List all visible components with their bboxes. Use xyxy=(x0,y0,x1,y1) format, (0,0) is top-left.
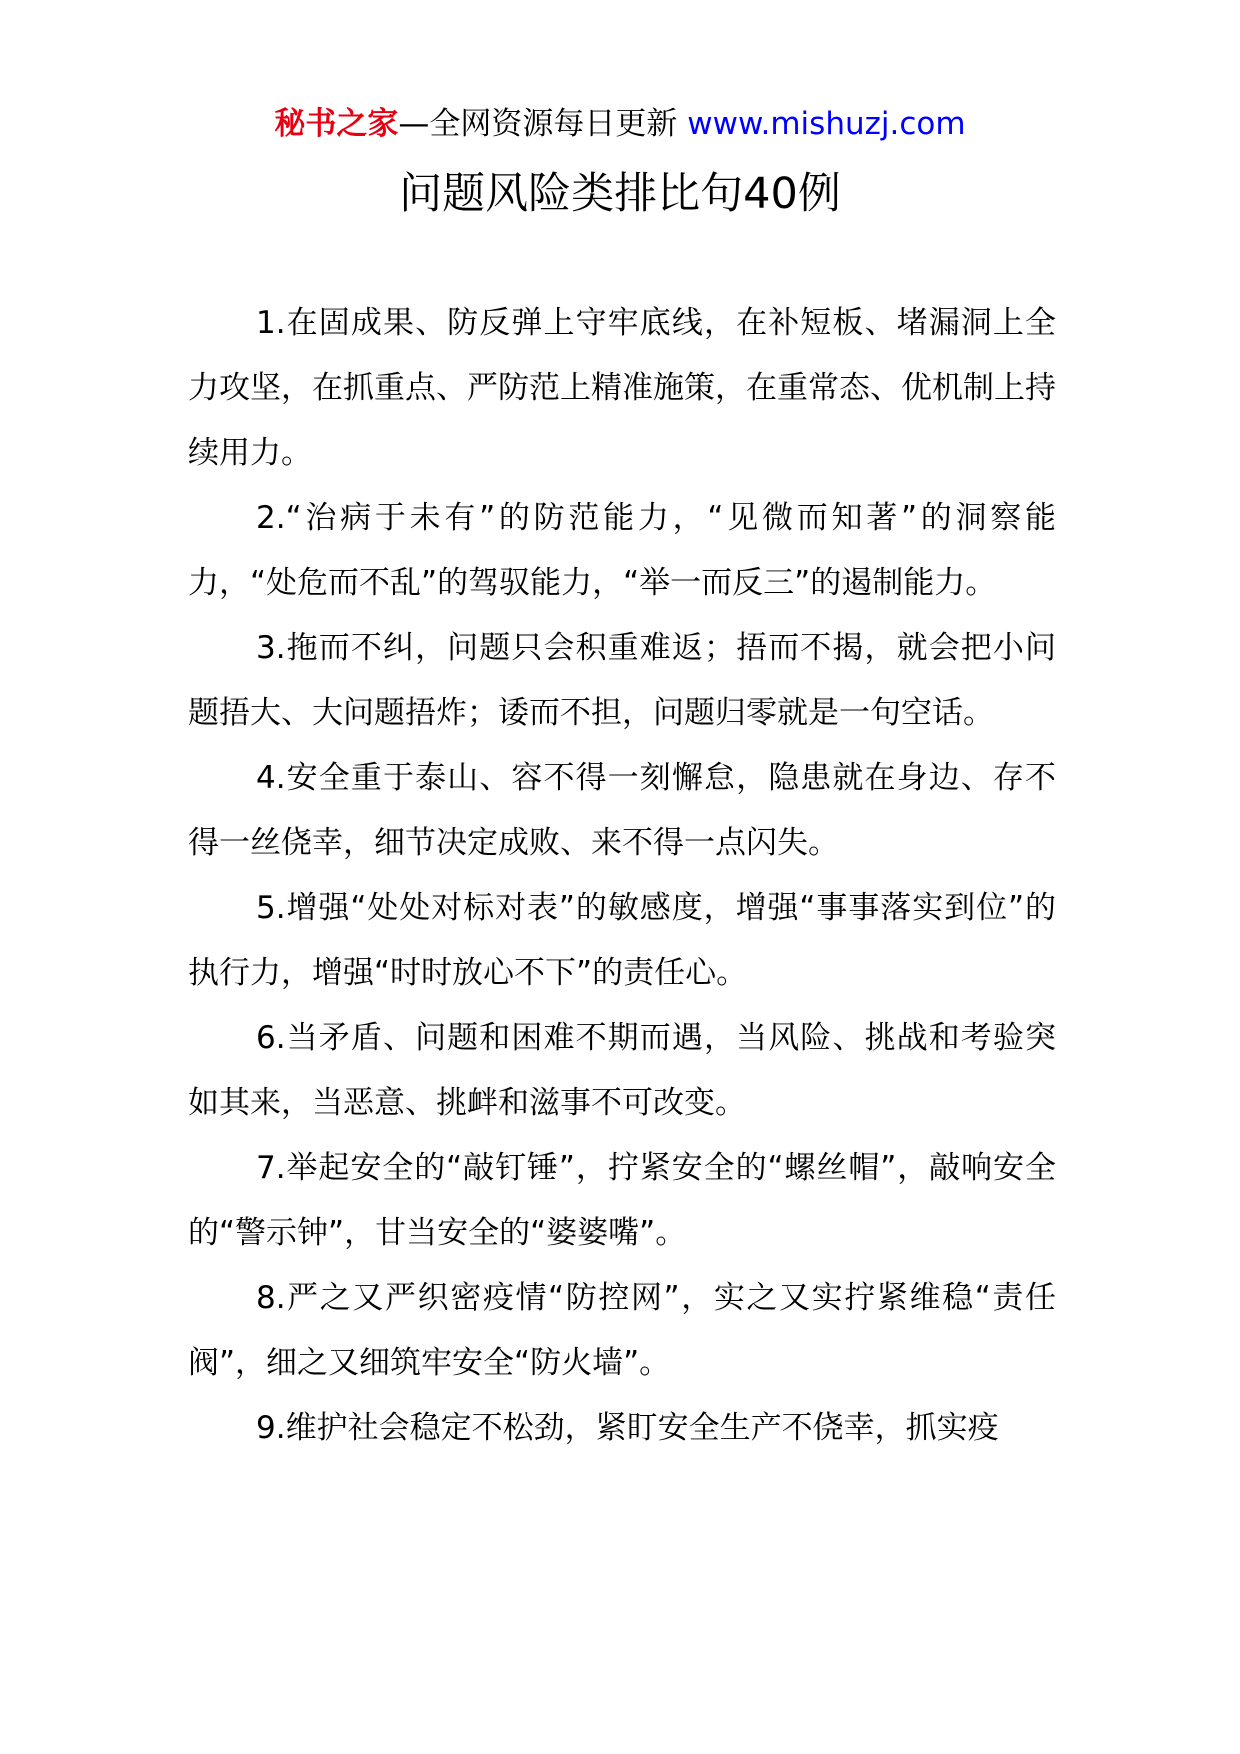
paragraph-2: 2.“治病于未有”的防范能力，“见微而知著”的洞察能力，“处危而不乱”的驾驭能力，“举一而反三”的遏制能力。 xyxy=(188,500,1056,601)
paragraph-7: 7.举起安全的“敲钉锤”，拧紧安全的“螺丝帽”，敲响安全的“警示钟”，甘当安全的“婆婆嘴”。 xyxy=(188,1150,1056,1251)
site-slogan: —全网资源每日更新 xyxy=(398,106,688,142)
brand-name: 秘书之家 xyxy=(274,106,399,142)
paragraph-8: 8.严之又严织密疫情“防控网”，实之又实拧紧维稳“责任阀”，细之又细筑牢安全“防火墙”。 xyxy=(188,1280,1056,1381)
paragraph-9: 9.维护社会稳定不松劲，紧盯安全生产不侥幸，抓实疫 xyxy=(256,1410,999,1446)
document-title: 问题风险类排比句40例 xyxy=(399,169,841,219)
paragraph-1: 1.在固成果、防反弹上守牢底线，在补短板、堵漏洞上全力攻坚，在抓重点、严防范上精准施策，在重常态、优机制上持续用力。 xyxy=(188,305,1056,471)
site-url[interactable]: www.mishuzj.com xyxy=(687,106,966,142)
paragraph-3: 3.拖而不纠，问题只会积重难返；捂而不揭，就会把小问题捂大、大问题捂炸；诿而不担，问题归零就是一句空话。 xyxy=(188,630,1056,731)
site-header xyxy=(0,102,1240,146)
paragraph-5: 5.增强“处处对标对表”的敏感度，增强“事事落实到位”的执行力，增强“时时放心不下”的责任心。 xyxy=(188,890,1056,991)
paragraph-6: 6.当矛盾、问题和困难不期而遇，当风险、挑战和考验突如其来，当恶意、挑衅和滋事不可改变。 xyxy=(188,1020,1056,1121)
document-body xyxy=(188,291,1056,1461)
paragraph-4: 4.安全重于泰山、容不得一刻懈怠，隐患就在身边、存不得一丝侥幸，细节决定成败、来不得一点闪失。 xyxy=(188,760,1056,861)
